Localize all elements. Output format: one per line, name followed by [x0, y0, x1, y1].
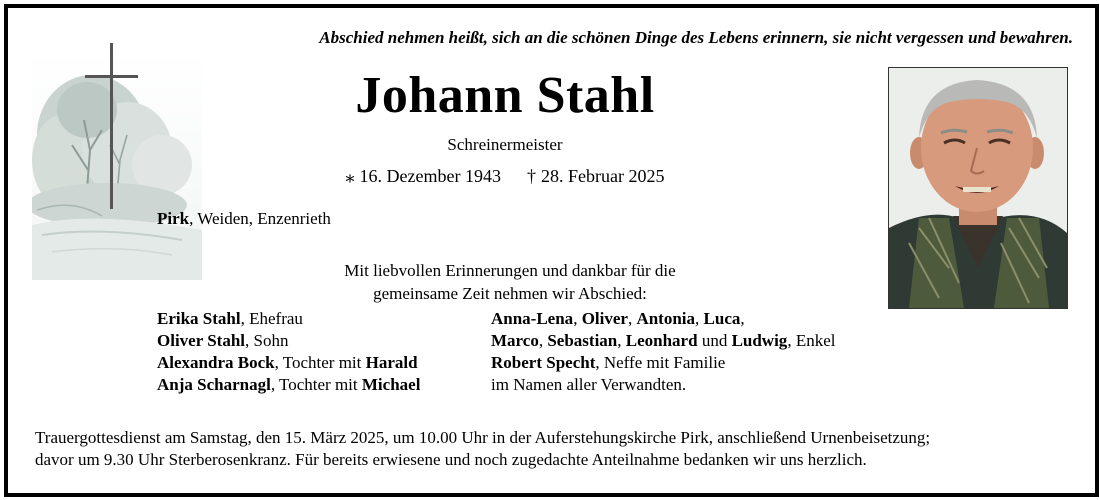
- birth-symbol: ⁎: [345, 166, 355, 186]
- separator: und: [697, 331, 732, 350]
- notice-line-1: Trauergottesdienst am Samstag, den 15. März 2025, um 10.00 Uhr in der Auferstehungskirche Pirk, anschließend Urnenbeisetzung;: [35, 428, 931, 447]
- birth-date: 16. Dezember 1943: [359, 166, 501, 186]
- grandchild-name: Oliver: [581, 309, 628, 328]
- grandchild-name: Sebastian: [547, 331, 618, 350]
- mourner-name: Erika Stahl: [157, 309, 241, 328]
- nephew-name: Robert Specht: [491, 353, 596, 372]
- notice-line-2: davor um 9.30 Uhr Sterberosenkranz. Für bereits erwiesene und noch zugedachte Anteilnahme bedanken wir uns herzlich.: [35, 450, 867, 469]
- mourner-relation: , Ehefrau: [240, 309, 303, 328]
- mourner-name: Anja Scharnagl: [157, 375, 271, 394]
- life-dates: [270, 166, 740, 187]
- mourners-right-column: [491, 308, 835, 396]
- relatives-line: im Namen aller Verwandten.: [491, 375, 687, 394]
- grandchild-name: Luca: [703, 309, 741, 328]
- farewell-intro: [260, 259, 760, 305]
- mourner-name: Alexandra Bock: [157, 353, 275, 372]
- death-date: 28. Februar 2025: [540, 166, 665, 186]
- grandchildren-row-2: [491, 330, 835, 352]
- deceased-profession: Schreinermeister: [447, 135, 563, 154]
- deceased-name: Johann Stahl: [355, 67, 655, 124]
- mourner-partner: Michael: [361, 375, 421, 394]
- grandchildren-relation: , Enkel: [787, 331, 836, 350]
- grandchild-name: Leonhard: [625, 331, 698, 350]
- intro-line-2: gemeinsame Zeit nehmen wir Abschied:: [373, 284, 647, 303]
- mourner-row: [157, 330, 420, 352]
- grandchild-name: Antonia: [636, 309, 696, 328]
- grandchild-name: Ludwig: [731, 331, 788, 350]
- intro-line-1: Mit liebvollen Erinnerungen und dankbar für die: [344, 261, 676, 280]
- place-rest: , Weiden, Enzenrieth: [189, 209, 331, 228]
- nephew-relation: , Neffe mit Familie: [595, 353, 726, 372]
- grandchild-name: Marco: [491, 331, 539, 350]
- cross-landscape-illustration: [32, 40, 207, 290]
- mourner-partner: Harald: [365, 353, 418, 372]
- mourners-left-column: [157, 308, 420, 396]
- mourner-row: [157, 374, 420, 396]
- separator: ,: [627, 309, 637, 328]
- portrait-photo: [888, 67, 1068, 309]
- nephew-row: [491, 352, 835, 374]
- separator: ,: [573, 309, 582, 328]
- service-notice: [35, 427, 1075, 471]
- portrait-image: [889, 68, 1067, 308]
- mourner-relation: , Sohn: [245, 331, 289, 350]
- place-primary: Pirk: [157, 209, 190, 228]
- death-cross-symbol: †: [526, 166, 536, 186]
- separator: ,: [740, 309, 745, 328]
- grandchildren-row-1: [491, 308, 835, 330]
- separator: ,: [538, 331, 548, 350]
- separator: ,: [695, 309, 704, 328]
- mourner-name: Oliver Stahl: [157, 331, 245, 350]
- separator: ,: [617, 331, 626, 350]
- motto: Abschied nehmen heißt, sich an die schönen Dinge des Lebens erinnern, sie nicht vergessen und bewahren.: [319, 28, 1073, 47]
- mourner-row: [157, 308, 420, 330]
- places: [157, 209, 331, 229]
- mourner-row: [157, 352, 420, 374]
- mourner-relation: , Tochter mit: [274, 353, 366, 372]
- grandchild-name: Anna-Lena: [491, 309, 574, 328]
- mourner-relation: , Tochter mit: [270, 375, 362, 394]
